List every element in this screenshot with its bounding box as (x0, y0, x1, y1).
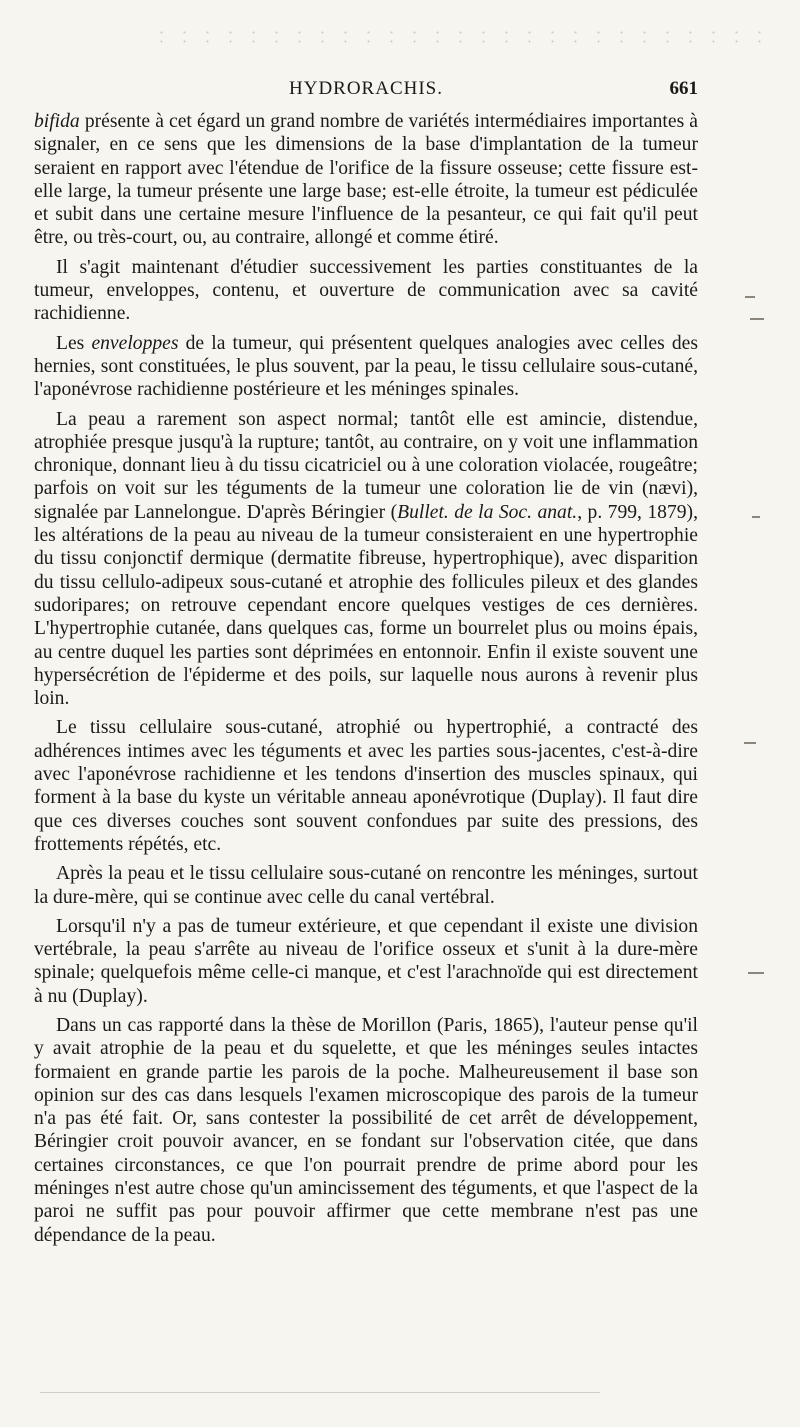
scan-speck (745, 296, 755, 298)
text-run: La peau a rarement son aspect normal; tantôt elle est amincie, distendue, atrophiée presque jusqu'à la rupture; tantôt, au contraire, on y voit une inflammation chronique, donnant lieu à du tissu cicatriciel ou à une coloration violacée, rougeâtre; parfois on voit sur les téguments de la tumeur une coloration lie de vin (nævi), signalée par Lannelongue. D'après Béringier ( (34, 408, 698, 523)
body-text (34, 110, 698, 1247)
scan-speck (744, 742, 756, 744)
scan-noise-top (150, 28, 770, 48)
running-title: HYDRORACHIS. (289, 78, 443, 99)
text-run: Il s'agit maintenant d'étudier successivement les parties constituantes de la tumeur, enveloppes, contenu, et ouverture de communication avec sa cavité rachidienne. (34, 256, 698, 325)
text-run: enveloppes (91, 332, 179, 354)
page-number: 661 (669, 78, 698, 99)
text-run: Après la peau et le tissu cellulaire sous-cutané on rencontre les méninges, surtout la dure-mère, qui se continue avec celle du canal vertébral. (34, 863, 698, 908)
scan-speck (40, 1392, 600, 1393)
paragraph-5 (34, 716, 698, 856)
text-run: Les (56, 332, 92, 354)
text-run: Le tissu cellulaire sous-cutané, atrophié ou hypertrophié, a contracté des adhérences intimes avec les téguments et avec les parties sous-jacentes, c'est-à-dire avec l'aponévrose rachidienne et les tendons d'insertion des muscles spinaux, qui forment à la base du kyste un véritable anneau aponévrotique (Duplay). Il faut dire que ces diverses couches sont souvent confondues par suite des pressions, des frottements répétés, etc. (34, 717, 698, 855)
scan-speck (750, 318, 764, 320)
text-run: présente à cet égard un grand nombre de variétés intermédiaires importantes à signaler, en ce sens que les dimensions de la base d'implantation de la tumeur seraient en rapport avec l'étendue de l'orifice de la fissure osseuse; cette fissure est-elle large, la tumeur présente une large base; est-elle étroite, la tumeur est pédiculée et subit dans une certaine mesure l'influence de la pesanteur, ce qui fait qu'il peut être, ou très-court, ou, au contraire, allongé et comme étiré. (34, 111, 698, 249)
text-run: bifida (34, 111, 80, 132)
text-run: , p. 799, 1879), les altérations de la peau au niveau de la tumeur consisteraient en une hypertrophie du tissu conjonctif dermique (dermatite fibreuse, hypertrophique), avec disparition du tissu cellulo-adipeux sous-cutané et atrophie des follicules pileux et des glandes sudoripares; on retrouve cependant encore quelques vestiges de ces dernières. L'hypertrophie cutanée, dans quelques cas, forme un bourrelet plus ou moins épais, au centre duquel les parties sont déprimées en entonnoir. Enfin il existe souvent une hypersécrétion de l'épiderme et des poils, sur laquelle nous aurons à revenir plus loin. (34, 501, 698, 710)
text-run: Dans un cas rapporté dans la thèse de Morillon (Paris, 1865), l'auteur pense qu'il y avait atrophie de la peau et du squelette, et que les méninges seules intactes formaient en grande partie les parois de la poche. Malheureusement il base son opinion sur des cas dans lesquels l'examen microscopique des parois de la tumeur n'a pas été fait. Or, sans contester la possibilité de cet arrêt de développement, Béringier croit pouvoir avancer, en se fondant sur l'observation citée, que dans certaines circonstances, ce que l'on pourrait prendre de prime abord pour les méninges n'est autre chose qu'un amincissement des téguments, et que l'aspect de la paroi ne suffit pas pour pouvoir affirmer que cette membrane n'est pas une dépendance de la peau. (34, 1014, 698, 1246)
paragraph-6 (34, 862, 698, 909)
paragraph-7 (34, 915, 698, 1008)
scan-speck (748, 972, 764, 974)
book-page (34, 76, 698, 1253)
text-run: Bullet. de la Soc. anat. (397, 501, 578, 523)
paragraph-4 (34, 408, 698, 711)
paragraph-8 (34, 1014, 698, 1247)
scan-speck (752, 516, 760, 518)
paragraph-1 (34, 110, 698, 250)
text-run: Lorsqu'il n'y a pas de tumeur extérieure, et que cependant il existe une division vertébrale, la peau s'arrête au niveau de l'orifice osseux et s'unit à la dure-mère spinale; quelquefois même celle-ci manque, et c'est l'arachnoïde qui est directement à nu (Duplay). (34, 915, 698, 1007)
paragraph-2 (34, 256, 698, 326)
page-header (34, 76, 698, 106)
paragraph-3 (34, 332, 698, 402)
text-run: de la tumeur, qui présentent quelques analogies avec celles des hernies, sont constituées, le plus souvent, par la peau, le tissu cellulaire sous-cutané, l'aponévrose rachidienne postérieure et les méninges spinales. (34, 332, 698, 401)
